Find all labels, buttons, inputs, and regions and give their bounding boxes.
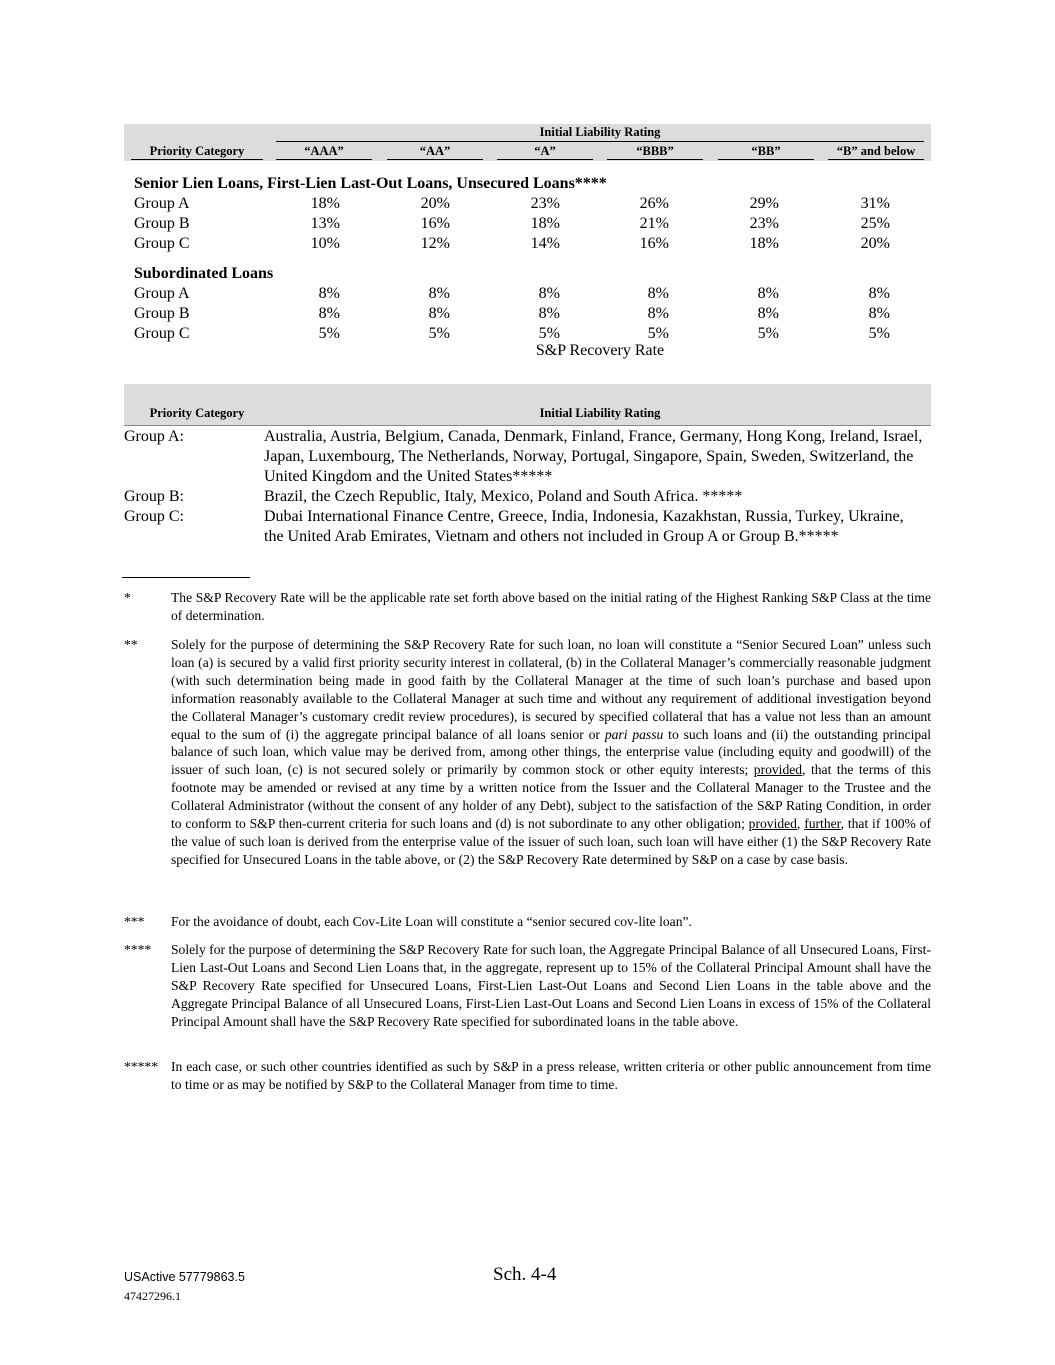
footnote-text-segment: further xyxy=(804,816,841,832)
rate-cell: 5% xyxy=(757,325,779,342)
super-header-rule xyxy=(276,141,924,142)
col-initial-liability-rating: Initial Liability Rating xyxy=(539,406,661,420)
table-row xyxy=(134,194,934,214)
rate-cell: 8% xyxy=(318,305,340,322)
row-label: Group C xyxy=(134,235,190,252)
rate-cell: 5% xyxy=(868,325,890,342)
group-countries: Brazil, the Czech Republic, Italy, Mexico, Poland and South Africa. ***** xyxy=(264,488,743,505)
rate-cell: 8% xyxy=(538,285,560,302)
row-label: Group B xyxy=(134,215,190,232)
col-header-rating: “AA” xyxy=(387,144,483,160)
footer-doc-id: USActive 57779863.5 xyxy=(124,1270,245,1284)
rate-cell: 5% xyxy=(647,325,669,342)
col-priority-category: Priority Category xyxy=(131,144,263,160)
rate-cell: 20% xyxy=(420,195,450,212)
footnote xyxy=(124,1058,931,1094)
rate-cell: 20% xyxy=(860,235,890,252)
table-row xyxy=(134,284,934,304)
col-header-rating: “AAA” xyxy=(276,144,372,160)
footnote-marker: *** xyxy=(124,914,145,929)
rate-cell: 8% xyxy=(757,285,779,302)
page-number: Sch. 4-4 xyxy=(493,1264,557,1285)
col-header-rating: “A” xyxy=(497,144,593,160)
col-priority-category-2: Priority Category xyxy=(149,406,245,420)
table1-super-header: Initial Liability Rating xyxy=(539,125,661,139)
rate-cell: 26% xyxy=(639,195,669,212)
rate-cell: 18% xyxy=(530,215,560,232)
rate-cell: 23% xyxy=(530,195,560,212)
footnote-text: Solely for the purpose of determining the S&P Recovery Rate for such loan, the Aggregate Principal Balance of all Unsecured Loans, First-Lien Last-Out Loans and Second Lien Loans that, in the aggregate, represent up to 15% of the Collateral Principal Amount shall have the S&P Recovery Rate specified for Unsecured Loans, First-Lien Last-Out Loans and Second Lien Loans in the table above and the Aggregate Principal Balance of all Unsecured Loans, First-Lien Last-Out Loans and Second Lien Loans in excess of 15% of the Collateral Principal Amount shall have the S&P Recovery Rate specified for subordinated loans in the table above. xyxy=(171,942,931,1029)
footnote-text-segment: , that if 100% of the value of such loan is derived from the enterprise value of the issuer of such loan, such loan will have either (1) the S&P Recovery Rate specified for Unsecured Loans in the table above, or (2) the S&P Recovery Rate determined by S&P on a case by case basis. xyxy=(171,816,932,867)
group-countries: Australia, Austria, Belgium, Canada, Denmark, Finland, France, Germany, Hong Kong, Ireland, Israel, Japan, Luxembourg, The Netherlands, Norway, Portugal, Singapore, Spain, Sweden, Switzerland, the United Kingdom and the United States***** xyxy=(264,428,923,485)
table-row xyxy=(134,304,934,324)
rate-cell: 5% xyxy=(318,325,340,342)
rate-cell: 12% xyxy=(420,235,450,252)
table1-caption: S&P Recovery Rate xyxy=(535,342,665,359)
section-title: Subordinated Loans xyxy=(134,265,274,282)
rate-cell: 21% xyxy=(639,215,669,232)
footnote-text-segment: Solely for the purpose of determining the S&P Recovery Rate for such loan, no loan will constitute a “Senior Secured Loan” unless such loan (a) is secured by a valid first priority security interest in collateral, (b) in the Collateral Manager’s commercially reasonable judgment (with such determination being made in good faith by the Collateral Manager at the time of such loan’s purchase and based upon information reasonably available to the Collateral Manager at such time and without any requirement of additional investigation beyond the Collateral Manager’s customary credit review procedures), is secured by specified collateral that has a value not less than an amount equal to the sum of (i) the aggregate principal balance of all loans senior or xyxy=(171,637,931,742)
rate-cell: 10% xyxy=(310,235,340,252)
country-group xyxy=(124,507,934,547)
rate-cell: 8% xyxy=(318,285,340,302)
footnote-marker: * xyxy=(124,590,131,605)
footnote-text: The S&P Recovery Rate will be the applicable rate set forth above based on the initial rating of the Highest Ranking S&P Class at the time of determination. xyxy=(171,590,931,623)
country-group xyxy=(124,427,934,487)
footer-doc-id-2: 47427296.1 xyxy=(124,1289,181,1303)
rate-cell: 18% xyxy=(749,235,779,252)
rate-cell: 5% xyxy=(428,325,450,342)
rate-cell: 8% xyxy=(868,305,890,322)
footnote xyxy=(124,913,931,931)
footnote-separator xyxy=(122,577,250,578)
footnote-text-segment: to such loans and (ii) the outstanding principal balance of such loan, which value may be derived from, among other things, the enterprise value (including equity and goodwill) of the issuer of such loan, (c) is not secured solely or primarily by common stock or other equity interests; xyxy=(171,726,932,778)
rate-cell: 16% xyxy=(639,235,669,252)
rate-cell: 8% xyxy=(647,285,669,302)
row-label: Group B xyxy=(134,305,190,322)
col-header-rating: “B” and below xyxy=(828,144,924,160)
footnote-text-segment: , that the terms of this footnote may be amended or revised at any time by a written notice from the Issuer and the Collateral Manager to the Trustee and the Collateral Administrator (without the consent of any holder of any Debt), subject to the satisfaction of the S&P Rating Condition, in order to conform to S&P then-current criteria for such loans and (d) is not subordinate to any other obligation; xyxy=(171,762,931,832)
country-group xyxy=(124,487,934,507)
rate-cell: 8% xyxy=(647,305,669,322)
row-label: Group A xyxy=(134,285,190,302)
rate-cell: 8% xyxy=(868,285,890,302)
rate-cell: 8% xyxy=(538,305,560,322)
rate-cell: 13% xyxy=(310,215,340,232)
footnote-text: For the avoidance of doubt, each Cov-Lite Loan will constitute a “senior secured cov-lite loan”. xyxy=(171,914,692,929)
table-row xyxy=(134,234,934,254)
rate-cell: 31% xyxy=(860,195,890,212)
footnote-text-segment: pari passu xyxy=(604,726,664,742)
footnote-text-segment: provided xyxy=(753,762,803,778)
group-label: Group B: xyxy=(124,488,184,505)
rate-cell: 25% xyxy=(860,215,890,232)
footnote-marker: **** xyxy=(124,942,152,957)
rate-cell: 8% xyxy=(757,305,779,322)
group-label: Group A: xyxy=(124,428,184,445)
rate-cell: 16% xyxy=(420,215,450,232)
footnote xyxy=(124,636,931,869)
col-header-rating: “BB” xyxy=(718,144,814,160)
group-label: Group C: xyxy=(124,508,184,525)
footnote-marker: ** xyxy=(124,637,138,652)
footnote-marker: ***** xyxy=(124,1059,158,1074)
rate-cell: 5% xyxy=(538,325,560,342)
footnote-text-segment: provided xyxy=(748,816,797,832)
group-countries: Dubai International Finance Centre, Greece, India, Indonesia, Kazakhstan, Russia, Turkey, Ukraine, the United Arab Emirates, Vietnam and others not included in Group A or Group B.***** xyxy=(264,508,904,545)
rate-cell: 14% xyxy=(530,235,560,252)
row-label: Group A xyxy=(134,195,190,212)
rate-cell: 18% xyxy=(310,195,340,212)
footnote-text: In each case, or such other countries identified as such by S&P in a press release, written criteria or other public announcement from time to time or as may be notified by S&P to the Collateral Manager from time to time. xyxy=(171,1059,931,1092)
row-label: Group C xyxy=(134,325,190,342)
rate-cell: 8% xyxy=(428,305,450,322)
table-row xyxy=(134,214,934,234)
section-title: Senior Lien Loans, First-Lien Last-Out Loans, Unsecured Loans**** xyxy=(134,175,607,192)
footnote xyxy=(124,589,931,625)
rate-cell: 23% xyxy=(749,215,779,232)
footnote xyxy=(124,941,931,1031)
col-header-rating: “BBB” xyxy=(607,144,703,160)
rate-cell: 8% xyxy=(428,285,450,302)
rate-cell: 29% xyxy=(749,195,779,212)
footnote-text-segment: , xyxy=(796,816,805,832)
